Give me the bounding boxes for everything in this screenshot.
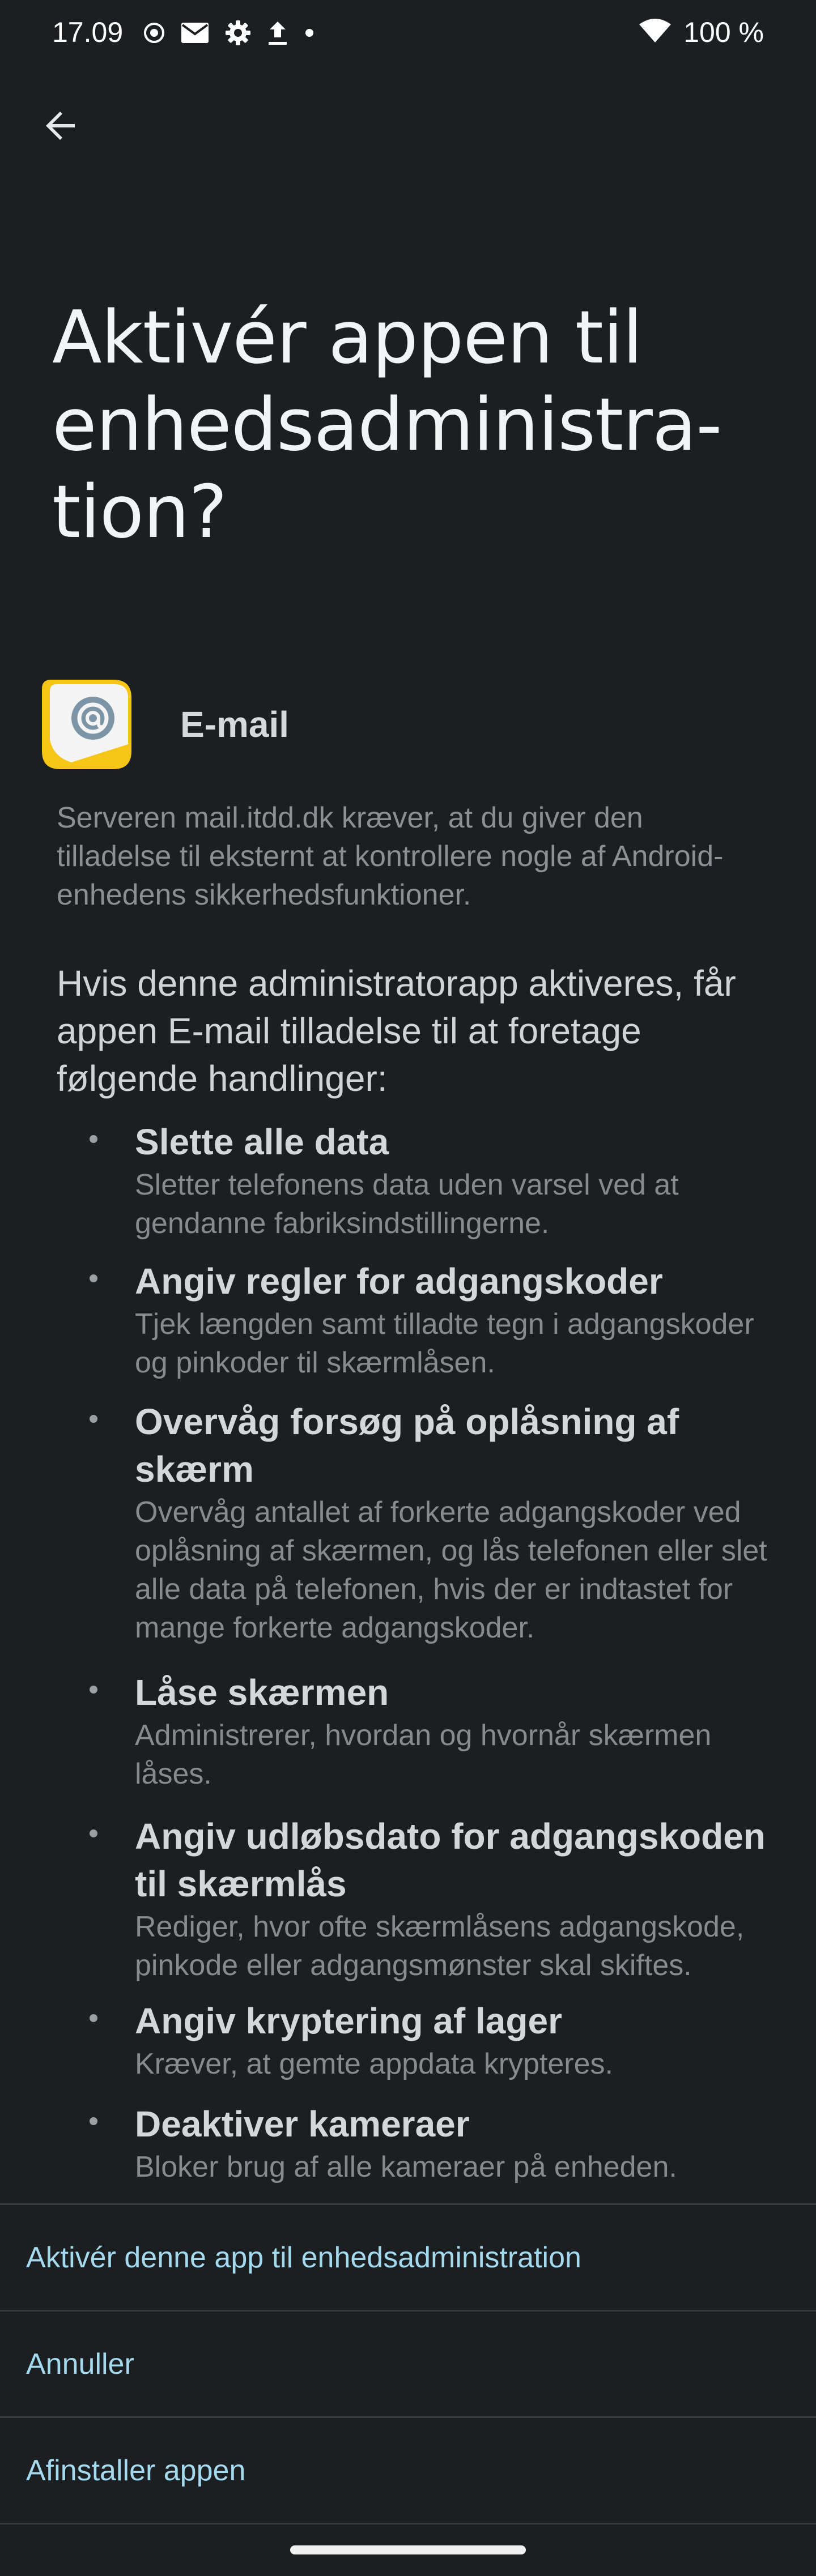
policy-description: Kræver, at gemte appdata krypteres.	[135, 2048, 613, 2080]
policy-description: Sletter telefonens data uden varsel ved at gendanne fabriksindstillingerne.	[135, 1168, 679, 1240]
policy-description: Tjek længden samt tilladte tegn i adgangskoder og pinkoder til skærmlåsen.	[135, 1308, 754, 1379]
bullet-icon	[90, 2014, 97, 2022]
mail-icon	[180, 22, 210, 44]
status-bar	[0, 0, 816, 68]
page-title-line-3: tion?	[52, 470, 227, 555]
policy-title: Låse skærmen	[135, 1672, 389, 1713]
bullet-icon	[90, 1415, 97, 1423]
bullet-icon	[90, 1135, 97, 1143]
wifi-icon	[638, 18, 672, 47]
settings-icon	[224, 19, 252, 46]
bullet-icon	[90, 1686, 97, 1694]
upload-icon	[266, 19, 289, 46]
page-title-line-2: enhedsadministra-	[52, 383, 722, 467]
back-button[interactable]	[35, 101, 87, 153]
arrow-left-icon	[43, 108, 79, 146]
policy-title: Angiv regler for adgangskoder	[135, 1261, 663, 1302]
policy-description: Overvåg antallet af forkerte adgangskoder ved oplåsning af skærmen, og lås telefonen eller slet alle data på telefonen, hvis der er indtastet for mange forkerte adgangskoder.	[135, 1496, 767, 1644]
policy-description: Bloker brug af alle kameraer på enheden.	[135, 2151, 677, 2183]
admin-description: Serveren mail.itdd.dk kræver, at du giver den tilladelse til eksternt at kontrollere nogle af Android-enhedens sikkerhedsfunktioner.	[57, 801, 724, 911]
policy-title: Angiv udløbsdato for adgangskoden til skærmlås	[135, 1816, 766, 1904]
cancel-button[interactable]	[0, 2311, 816, 2417]
policy-description: Rediger, hvor ofte skærmlåsens adgangskode, pinkode eller adgangsmønster skal skiftes.	[135, 1910, 745, 1982]
activate-admin-button[interactable]	[0, 2205, 816, 2310]
cancel-label: Annuller	[26, 2348, 134, 2381]
activate-admin-label: Aktivér denne app til enhedsadministration	[26, 2241, 581, 2274]
policy-title: Slette alle data	[135, 1121, 389, 1162]
bullet-icon	[90, 1829, 97, 1837]
battery-level: 100 %	[683, 16, 764, 48]
app-name: E-mail	[180, 704, 290, 745]
uninstall-app-label: Afinstaller appen	[26, 2454, 246, 2487]
policy-description: Administrerer, hvordan og hvornår skærmen låses.	[135, 1719, 712, 1790]
uninstall-app-button[interactable]	[0, 2418, 816, 2523]
admin-intro: Hvis denne administratorapp aktiveres, får appen E-mail tilladelse til at foretage følgende handlinger:	[57, 963, 736, 1099]
gesture-nav-handle[interactable]	[290, 2545, 526, 2554]
page-title-line-1: Aktivér appen til	[52, 296, 643, 380]
page-title	[52, 295, 766, 556]
policy-title: Overvåg forsøg på oplåsning af skærm	[135, 1401, 679, 1490]
radio-icon	[143, 22, 165, 44]
bullet-icon	[90, 1274, 97, 1282]
email-app-icon	[34, 672, 139, 777]
policy-title: Angiv kryptering af lager	[135, 2001, 562, 2041]
app-row	[34, 671, 289, 778]
bullet-icon	[90, 2117, 97, 2125]
dot-icon	[304, 27, 315, 39]
policy-title: Deaktiver kameraer	[135, 2104, 470, 2144]
status-time: 17.09	[52, 16, 124, 48]
divider	[0, 2523, 816, 2524]
